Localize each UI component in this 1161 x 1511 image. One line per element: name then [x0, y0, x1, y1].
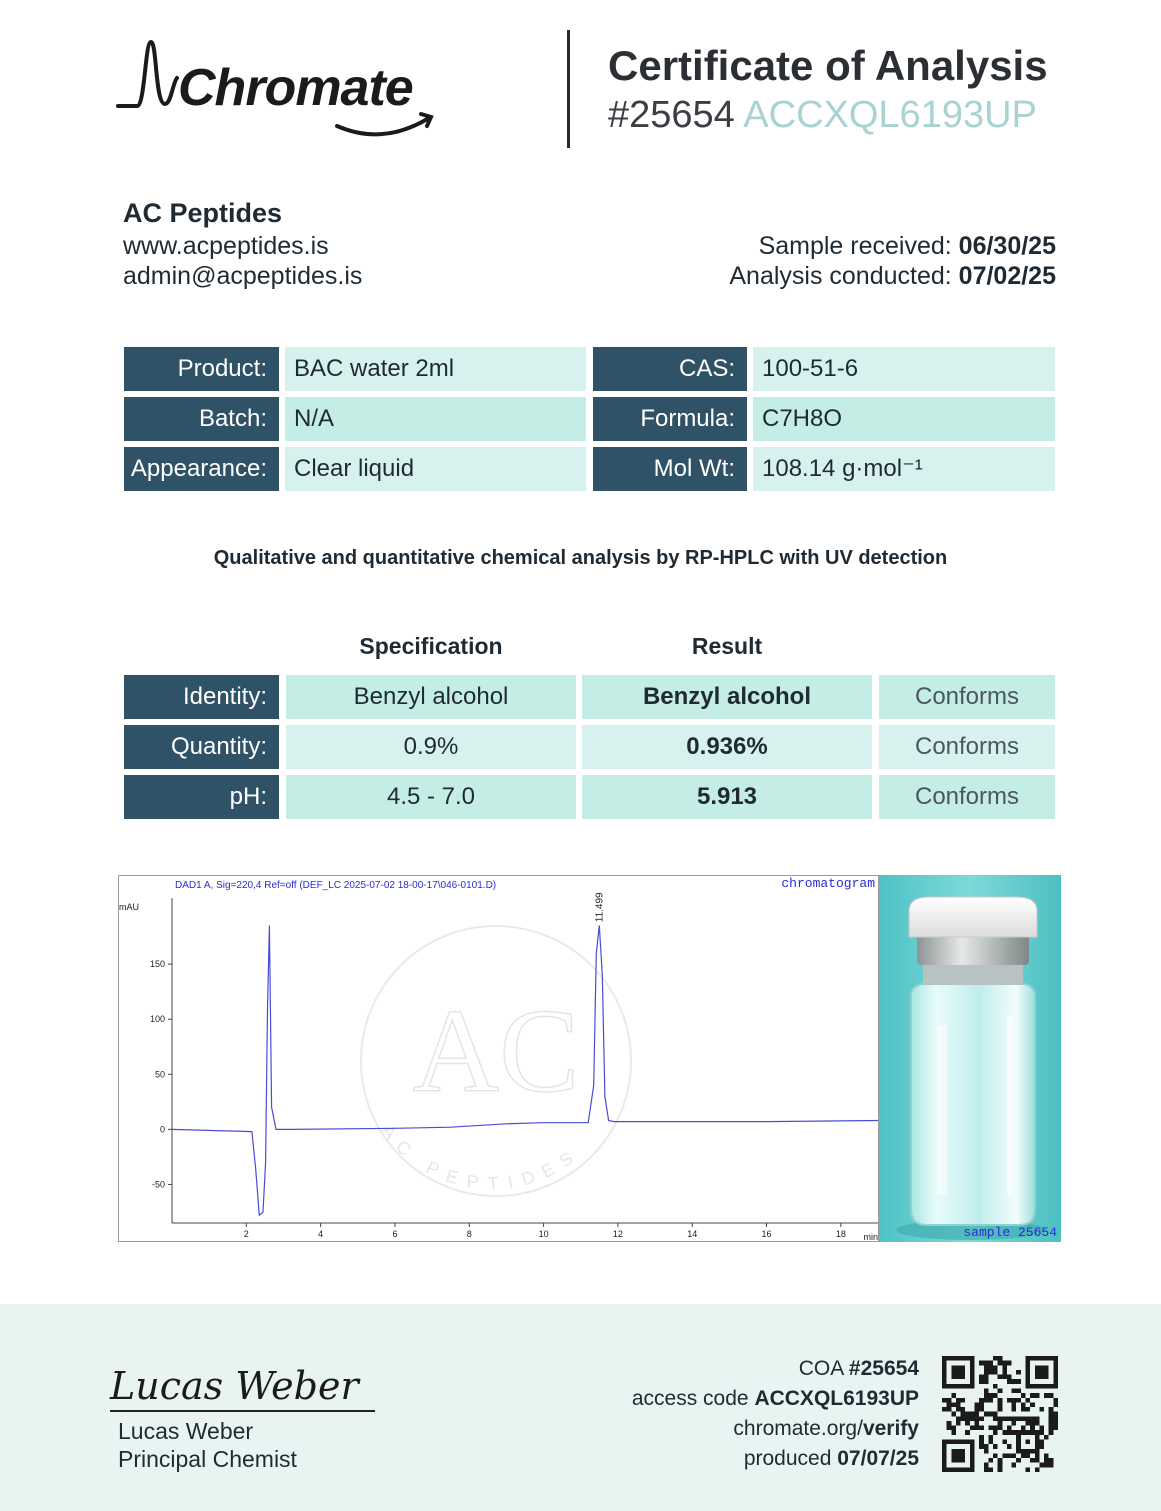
batch-value: N/A	[285, 397, 586, 441]
x-tick-label: 16	[761, 1229, 772, 1239]
result-header: Result	[691, 633, 763, 659]
sample-photo	[879, 875, 1061, 1242]
quantity-result: 0.936%	[582, 725, 872, 769]
logo-wordmark: Chromate	[178, 59, 413, 117]
molwt-value: 108.14 g·mol⁻¹	[753, 447, 1055, 491]
analysis-conducted-row	[729, 262, 1056, 291]
vial-crimp-icon	[917, 933, 1029, 965]
client-email: admin@acpeptides.is	[123, 262, 363, 290]
quantity-spec: 0.9%	[286, 725, 576, 769]
x-tick-label: 12	[612, 1229, 623, 1239]
method-description: Qualitative and quantitative chemical analysis by RP-HPLC with UV detection	[213, 547, 948, 569]
quantity-status: Conforms	[879, 725, 1055, 769]
y-axis-unit: mAU	[119, 902, 139, 912]
x-tick-label: 8	[466, 1229, 472, 1239]
chromatogram-tag: chromatogram	[781, 876, 875, 891]
x-tick-label: 4	[318, 1229, 324, 1239]
signature-line	[110, 1410, 375, 1412]
signal-info: DAD1 A, Sig=220,4 Ref=off (DEF_LC 2025-07-02 18-00-17\046-0101.D)	[175, 880, 497, 891]
signer-name: Lucas Weber	[118, 1418, 254, 1444]
y-tick-label: 50	[154, 1069, 165, 1080]
y-ticks	[150, 959, 172, 1189]
specification-header: Specification	[359, 633, 503, 659]
chromatogram-panel	[118, 875, 879, 1242]
peak-label: 11.499	[594, 892, 606, 923]
vial-image	[879, 875, 1061, 1242]
watermark	[361, 926, 631, 1196]
product-value: BAC water 2ml	[285, 347, 586, 391]
y-tick-label: 100	[149, 1014, 165, 1025]
quantity-label: Quantity:	[124, 725, 279, 769]
molwt-label: Mol Wt:	[593, 447, 747, 491]
identity-spec: Benzyl alcohol	[286, 675, 576, 719]
footer-access	[632, 1387, 919, 1411]
x-tick-label: 2	[243, 1229, 249, 1239]
x-ticks	[244, 1223, 846, 1239]
footer-coa-number: #25654	[848, 1357, 919, 1380]
formula-label: Formula:	[593, 397, 747, 441]
analysis-conducted-label: Analysis conducted:	[729, 262, 952, 290]
appearance-value: Clear liquid	[285, 447, 586, 491]
formula-value: C7H8O	[753, 397, 1055, 441]
cas-label: CAS:	[593, 347, 747, 391]
client-website: www.acpeptides.is	[123, 232, 329, 260]
appearance-label: Appearance:	[124, 447, 279, 491]
logo-smile-icon	[337, 118, 429, 134]
identity-result: Benzyl alcohol	[582, 675, 872, 719]
chromatogram-chart	[119, 876, 878, 1241]
identity-label: Identity:	[124, 675, 279, 719]
watermark-letters: AC	[412, 984, 580, 1117]
x-tick-label: 18	[835, 1229, 846, 1239]
product-label: Product:	[124, 347, 279, 391]
footer-produced	[744, 1447, 919, 1471]
x-tick-label: 14	[687, 1229, 698, 1239]
x-axis-unit: min	[863, 1232, 878, 1241]
footer-access-label: access code	[631, 1387, 749, 1410]
verify-site: chromate.org/	[733, 1417, 863, 1440]
ph-label: pH:	[124, 775, 279, 819]
sample-received-label: Sample received:	[758, 232, 952, 260]
cas-value: 100-51-6	[753, 347, 1055, 391]
signer-title: Principal Chemist	[118, 1446, 297, 1472]
analysis-conducted-date: 07/02/25	[958, 262, 1056, 290]
photo-caption: sample 25654	[963, 1225, 1057, 1240]
logo-peak-icon	[118, 42, 177, 106]
ph-spec: 4.5 - 7.0	[286, 775, 576, 819]
y-tick-label: 0	[159, 1124, 165, 1135]
footer-produced-label: produced	[743, 1447, 832, 1470]
x-tick-label: 6	[392, 1229, 398, 1239]
header-divider	[567, 30, 570, 148]
footer-coa-label: COA	[798, 1357, 844, 1380]
certificate-title: Certificate of Analysis	[608, 42, 1048, 89]
identity-status: Conforms	[879, 675, 1055, 719]
certificate-number: #25654	[608, 94, 735, 136]
signature	[108, 1355, 383, 1415]
qr-code-icon[interactable]	[942, 1356, 1058, 1472]
certificate-number-line	[608, 94, 1037, 137]
footer-access-code: ACCXQL6193UP	[754, 1387, 919, 1410]
sample-received-date: 06/30/25	[958, 232, 1056, 260]
vial-body-icon	[911, 983, 1035, 1225]
sample-received-row	[759, 232, 1056, 261]
vial-cap-icon	[909, 897, 1037, 937]
y-tick-label: -50	[151, 1179, 165, 1190]
certificate-access-code: ACCXQL6193UP	[743, 94, 1037, 136]
watermark-ring-text: AC PEPTIDES	[377, 1121, 586, 1194]
x-tick-label: 10	[538, 1229, 549, 1239]
y-tick-label: 150	[149, 959, 165, 970]
footer-verify-link[interactable]	[733, 1417, 919, 1441]
ph-status: Conforms	[879, 775, 1055, 819]
footer-produced-date: 07/07/25	[837, 1447, 919, 1470]
svg-text:Lucas Weber: Lucas Weber	[110, 1364, 359, 1408]
ph-result: 5.913	[582, 775, 872, 819]
client-name: AC Peptides	[123, 198, 283, 228]
verify-path: verify	[862, 1417, 919, 1440]
batch-label: Batch:	[124, 397, 279, 441]
footer-coa	[799, 1357, 919, 1381]
